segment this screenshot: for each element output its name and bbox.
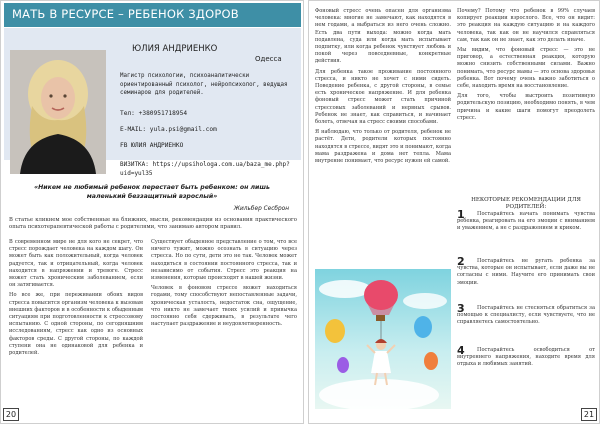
author-city: Одесса xyxy=(255,55,282,63)
girl-balloons-illustration xyxy=(315,269,451,409)
paragraph: Но все же, при переживании обоих видов стресса повысится организм человека к вызовам внешних факторов и в особенности к обыденным ситуациям при подготовленности к стрессовому испытанию. С одной стороны, по сегодняшним исследованиям, стресс как одно из основных факторов среды. С другой стороны, по каждой ступени она не одинаковой для ребенка и родителей. xyxy=(9,292,143,357)
paragraph: Фоновый стресс очень опасен для организма человека: многие не замечают, как находятся в нем годами, а выбраться из него очень сложно. Есть два пути выхода: можно когда мать подавлена, суда или когда мать испытывает подпитку, или когда ребенок чувствует любовь и покой через повседневные, конкретные действия. xyxy=(315,8,451,65)
header-banner xyxy=(4,3,301,27)
right-page-column-2 xyxy=(457,8,595,125)
paragraph: Для того, чтобы выстроить позитивную родительскую позицию, необходимо понять, в чем причина и какие шаги помогут преодолеть стресс. xyxy=(457,93,595,121)
left-page-column-2 xyxy=(151,239,297,331)
article-intro: В статье кликнем мое собственные на ближних, мысли, рекомендации из основания практического опыта психотерапевтической работы с родителями, что занимаю автором правил. xyxy=(9,217,297,231)
author-phone[interactable]: Тел: +380951718954 xyxy=(120,110,188,117)
author-roles: Магистр психологии, психоаналитически ориентированный психолог, нейропсихолог, ведущая семинаров для родителей. xyxy=(120,73,288,97)
recommendations-title: НЕКОТОРЫЕ РЕКОМЕНДАЦИИ ДЛЯ РОДИТЕЛЕЙ: xyxy=(471,197,581,210)
page-number-right: 21 xyxy=(581,408,597,421)
paragraph: В современном мире не для кого не секрет, что стресс порождает человека на каждом шагу. Он может быть как положительный, когда человек радуется, так и отрицательный, когда человек находится в напряжении и тревоге. Стресс может стать хроническим заболеванием, если он затягивается. xyxy=(9,239,143,289)
left-page-column-1 xyxy=(9,239,143,360)
paragraph: Я наблюдаю, что только от родителя, ребенок не растёт. Дети, родители которых постоянно находятся в стрессе, видят это и понимают, когда мама раздражена и дома нет тепла. Мама внутренне понимает, что ресурс нужен ей самой. xyxy=(315,129,451,165)
recommendation-number: 3 xyxy=(457,302,465,315)
author-email[interactable]: E-MAIL: yula.psi@gmail.com xyxy=(120,126,217,133)
author-name: ЮЛИЯ АНДРИЕНКО xyxy=(132,44,218,54)
recommendation-text: Постарайтесь не стесняться обратиться за помощью к специалисту, если чувствуете, что не справляетесь самостоятельно. xyxy=(457,305,595,326)
recommendation-text: Постарайтесь освободиться от внутреннего напряжения, находите время для отдыха и любимых занятий. xyxy=(457,347,595,368)
author-website[interactable]: ВИЗИТКА: https://upsihologa.com.ua/baza_me.php?uid=yul35 xyxy=(120,161,290,177)
recommendation-number: 2 xyxy=(457,255,465,268)
magazine-section-title: МАТЬ В РЕСУРСЕ – РЕБЕНОК ЗДОРОВ xyxy=(12,7,239,21)
right-page-column-1 xyxy=(315,8,451,168)
author-photo xyxy=(10,50,106,174)
paragraph: Существует обыденное представление о том, что все ничего тужит, можно осознать в ситуацию через стресса. Но по сути, дети это не так. Человек может находиться в состоянии постоянного стресса, так и независимо от события. Стресс это реакция на изменения, которые происходят в нашей жизни. xyxy=(151,239,297,282)
recommendation-number: 1 xyxy=(457,208,465,221)
recommendation-text: Постарайтесь начать понимать чувства ребенка, реагировать на его эмоции с вниманием и уважением, а не с раздражением и криком. xyxy=(457,211,595,232)
author-facebook[interactable]: FB ЮЛИЯ АНДРИЕНКО xyxy=(120,142,184,149)
paragraph: Для ребенка такое проживание постоянного стресса, и никто не хочет с ними сидеть. Поведение ребенка, с другой стороны, в семье есть хроническое напряжение. И для ребенка фоновый стресс может стать причиной стрессовых заболеваний и нервных срывов. Ребенок не знает, как справиться, и начинает болеть, отвечая на стресс своими способами. xyxy=(315,68,451,126)
paragraph: Почему? Потому что ребенок в 99% случаев копирует реакции взрослого. Все, что он видит: это реакция на каждую ситуацию и на каждого человека, так как он не научился справляться сам, так как он не знает, как это делать иначе. xyxy=(457,8,595,43)
page-number-left: 20 xyxy=(3,408,19,421)
right-page xyxy=(308,0,600,424)
paragraph: Мы видим, что фоновый стресс — это не приговор, а естественная реакция, которую можно снизить собственными силами. Важно понимать, что ресурс мамы — это основа здоровья ребенка. Вот почему очень важно заботиться о себе, находить время на восстановление. xyxy=(457,47,595,90)
author-info-block xyxy=(4,28,301,177)
recommendation-text: Постарайтесь не ругать ребенка за чувства, которые он испытывает, если даже вы не согласны с ними. Научите его принимать свои эмоции. xyxy=(457,258,595,286)
epigraph-author: Жильбер Сесброн xyxy=(233,206,289,212)
epigraph-quote: «Никем не любимый ребенок перестает быть ребенком: он лишь маленький беззащитный взрослый» xyxy=(34,184,270,200)
recommendation-number: 4 xyxy=(457,344,465,357)
paragraph: Человек в фоновом стрессе может находиться годами, тому способствуют непоставленные задачи, хроническая усталость, недостаток сна, ощущение, что никто не замечает твоих усилий и привычка постоянно себя сдерживать, в результате чего наступает раздражение и неудовлетворенность. xyxy=(151,285,297,328)
